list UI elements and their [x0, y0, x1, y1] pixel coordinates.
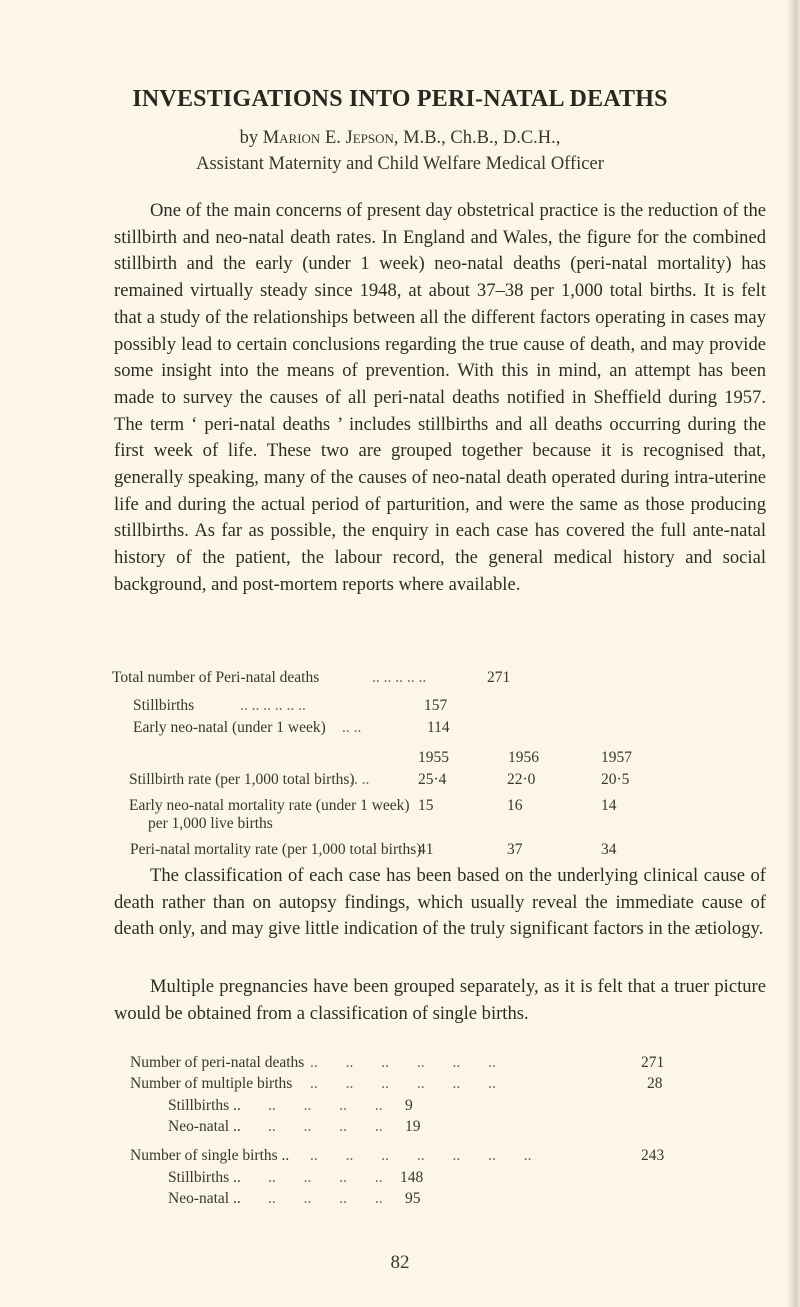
neonatal-rate-1957: 14	[601, 797, 617, 814]
multiple-stillbirths-label: Stillbirths ..	[168, 1097, 241, 1114]
multiple-stillbirths-value: 9	[405, 1097, 413, 1114]
leader-dots: .. .. .. ..	[268, 1169, 383, 1186]
single-stillbirths-value: 148	[400, 1169, 424, 1186]
perinatal-deaths-value: 271	[641, 1054, 665, 1071]
multiple-births-value: 28	[647, 1075, 663, 1092]
stillbirths-value: 157	[424, 697, 448, 714]
leader-dots: .. ..	[342, 719, 362, 736]
leader-dots: .. .. .. .. .. .. ..	[310, 1147, 532, 1164]
paragraph-text: Multiple pregnancies have been grouped separately, as it is felt that a truer picture would be obtained from a classification of single births.	[114, 976, 766, 1024]
byline	[0, 125, 800, 177]
single-neonatal-value: 95	[405, 1190, 421, 1207]
paragraph-text: One of the main concerns of present day obstetrical practice is the reduction of the stillbirth and neo-natal death rates. In England and Wales, the figure for the combined stillbirth and the early (under 1 week) neo-natal deaths (peri-natal mortality) has remained virtually steady since 1948, at about 37–38 per 1,000 total births. It is felt that a study of the relationships between all the different factors operating in cases may possibly lead to certain conclusions regarding the true cause of death, and may provide some insight into the means of prevention. With this in mind, an attempt has been made to survey the causes of all peri-natal deaths notified in Sheffield during 1957. The term ‘ peri-natal deaths ’ includes stillbirths and all deaths occurring during the first week of life. These two are grouped together because it is recognised that, generally speaking, many of the causes of neo-natal death operated during intra-uterine life and during the actual period of parturition, and were the same as those producing stillbirths. As far as possible, the enquiry in each case has covered the full ante-natal history of the patient, the labour record, the general medical history and social background, and post-mortem reports where available.	[114, 200, 766, 595]
stillbirth-rate-1955: 25·4	[418, 771, 447, 788]
page-number: 82	[390, 1252, 410, 1273]
perinatal-rate-1956: 37	[507, 841, 523, 858]
stillbirth-rate-label: Stillbirth rate (per 1,000 total births)	[129, 771, 355, 788]
multiple-neonatal-label: Neo-natal ..	[168, 1118, 241, 1135]
early-neonatal-label: Early neo-natal (under 1 week)	[133, 719, 326, 736]
leader-dots: .. .. .. ..	[268, 1118, 383, 1135]
single-births-value: 243	[641, 1147, 665, 1164]
leader-dots: .. .. .. .. ..	[372, 669, 427, 686]
page-binding-edge	[786, 0, 800, 1307]
neonatal-rate-1955: 15	[418, 797, 434, 814]
paragraph-text: The classification of each case has been based on the underlying clinical cause of death rather than on autopsy findings, which usually reveal the immediate cause of death only, and may give little indication of the truly significant factors in the ætiology.	[114, 865, 766, 940]
early-neonatal-value: 114	[427, 719, 450, 736]
leader-dots: .. .. .. ..	[268, 1190, 383, 1207]
neonatal-rate-label-cont: per 1,000 live births	[148, 815, 273, 832]
paragraph-multiple-pregnancies	[114, 974, 766, 1027]
perinatal-rate-1957: 34	[601, 841, 617, 858]
leader-dots: .. .. .. .. .. ..	[310, 1054, 496, 1071]
single-stillbirths-label: Stillbirths ..	[168, 1169, 241, 1186]
leader-dots: .. .. .. .. .. ..	[310, 1075, 496, 1092]
neonatal-rate-label: Early neo-natal mortality rate (under 1 week)	[129, 797, 410, 814]
stillbirth-rate-1956: 22·0	[507, 771, 536, 788]
article-title: INVESTIGATIONS INTO PERI-NATAL DEATHS	[132, 86, 668, 112]
paragraph-classification	[114, 863, 766, 943]
perinatal-rate-label: Peri-natal mortality rate (per 1,000 total births)	[130, 841, 422, 858]
author-qualifications: , M.B., Ch.B., D.C.H.,	[393, 128, 561, 148]
byline-prefix: by	[239, 128, 263, 148]
author-name: Marion E. Jepson	[262, 128, 394, 148]
paragraph-introduction	[114, 198, 766, 599]
multiple-births-label: Number of multiple births	[130, 1075, 293, 1092]
perinatal-deaths-label: Number of peri-natal deaths	[130, 1054, 305, 1071]
author-line	[0, 125, 800, 151]
single-neonatal-label: Neo-natal ..	[168, 1190, 241, 1207]
total-value: 271	[487, 669, 511, 686]
year-1957: 1957	[601, 749, 632, 766]
leader-dots: .. .. .. ..	[268, 1097, 383, 1114]
stillbirth-rate-1957: 20·5	[601, 771, 630, 788]
stillbirths-label: Stillbirths	[133, 697, 195, 714]
single-births-label: Number of single births ..	[130, 1147, 290, 1164]
neonatal-rate-1956: 16	[507, 797, 523, 814]
leader-dots: .. ..	[350, 771, 370, 788]
total-label: Total number of Peri-natal deaths	[112, 669, 320, 686]
author-role: Assistant Maternity and Child Welfare Medical Officer	[196, 154, 604, 174]
leader-dots: .. .. .. .. .. ..	[240, 697, 306, 714]
perinatal-rate-1955: 41	[418, 841, 434, 858]
multiple-neonatal-value: 19	[405, 1118, 421, 1135]
year-1955: 1955	[418, 749, 449, 766]
year-1956: 1956	[508, 749, 539, 766]
